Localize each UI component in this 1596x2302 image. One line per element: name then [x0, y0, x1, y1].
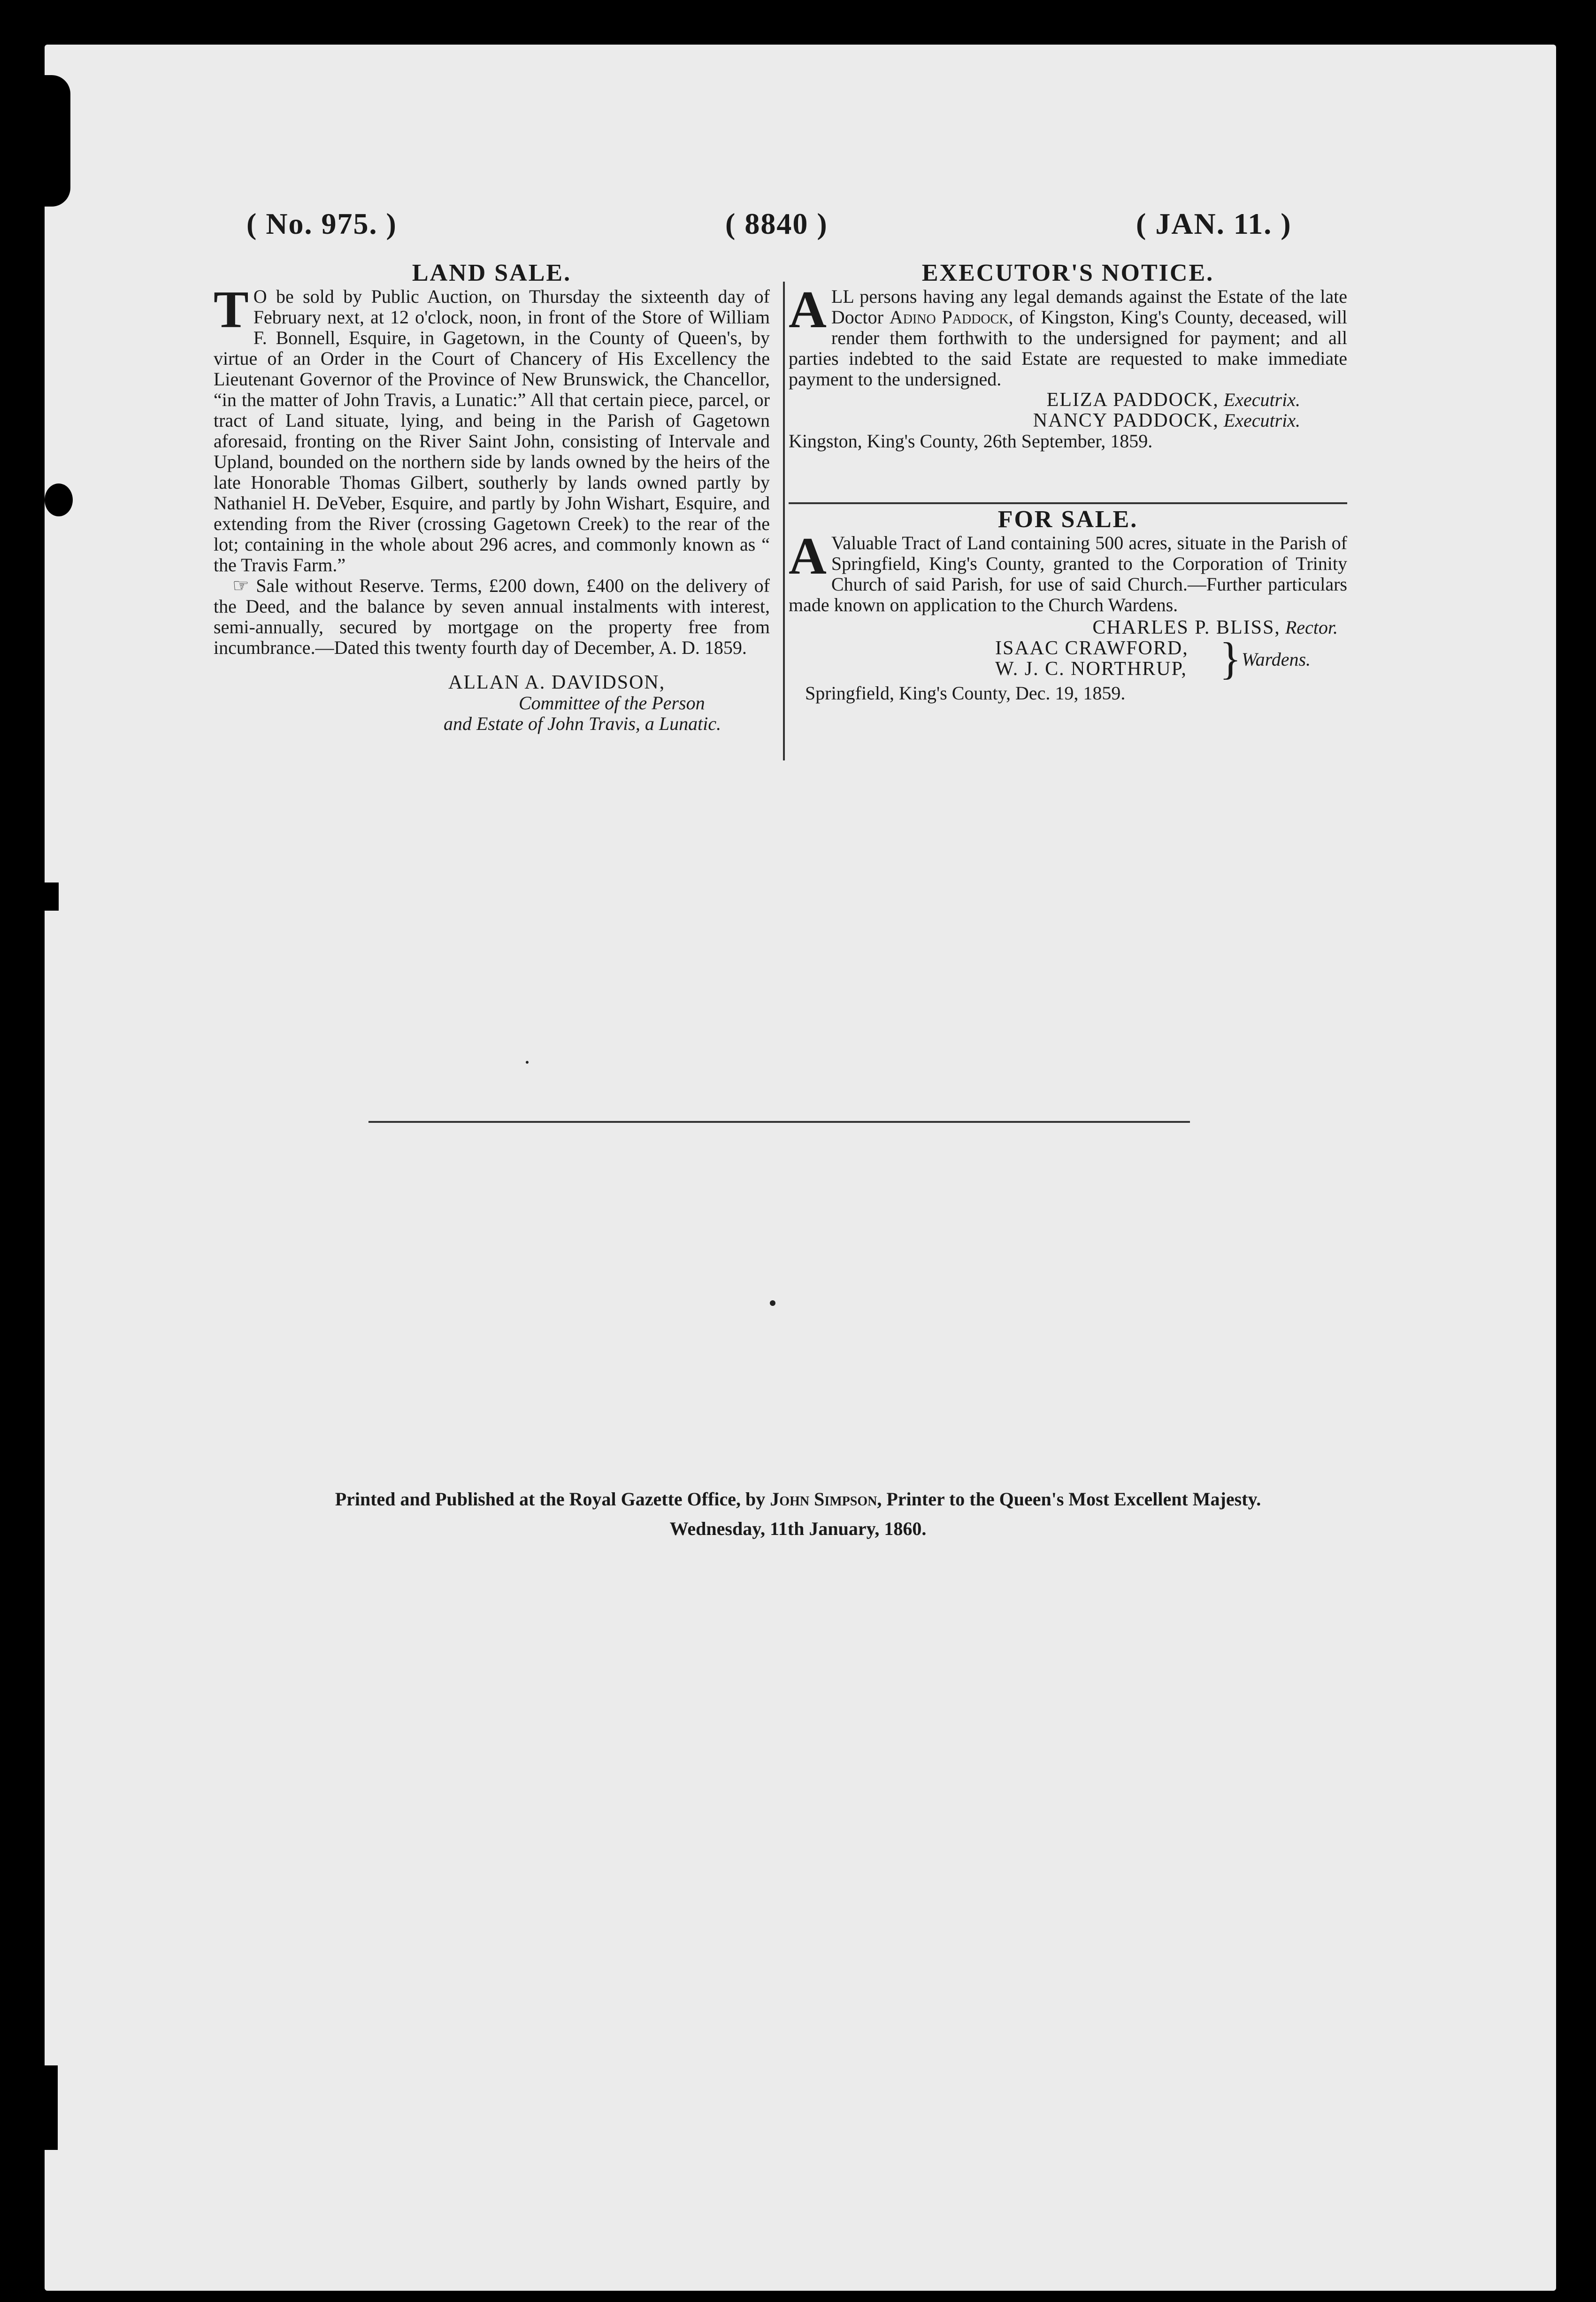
executors-notice-signer: ELIZA PADDOCK, Executrix.: [1046, 389, 1300, 411]
land-sale-signer-role: and Estate of John Travis, a Lunatic.: [444, 713, 721, 734]
section-rule: [368, 1121, 1190, 1123]
land-sale-dropcap: T: [214, 281, 249, 339]
land-sale-body: T O be sold by Public Auction, on Thursday the sixteenth day of February next, at 12 o'clock, noon, in front of the Store of William F. Bonnell, Esquire, in Gagetown, in the County of Queen's, by virtue of an Order in the Court of Chancery of His Excellency the Lieutenant Governor of the Province of New Brunswick, the Chancellor, “in the matter of John Travis, a Lunatic:” All that certain piece, parcel, or tract of Land situate, lying, and being in the Parish of Gagetown aforesaid, fronting on the River Saint John, consisting of Intervale and Upland, bounded on the northern side by lands owned by the heirs of the late Honorable Thomas Gilbert, southerly by lands owned partly by Nathaniel H. DeVeber, Esquire, and partly by John Wishart, Esquire, and extending from the River (crossing Gagetown Creek) to the rear of the lot; containing in the whole about 296 acres, and commonly known as “ the Travis Farm.”: [214, 281, 770, 576]
for-sale-wardens: [789, 633, 1347, 683]
executors-notice-dropcap: A: [789, 281, 827, 339]
column-divider: [783, 282, 785, 760]
notice-separator: [789, 502, 1347, 504]
executors-notice-body: ALL persons having any legal demands against the Estate of the late Doctor Adino Paddock, of Kingston, King's County, deceased, will render them forthwith to the undersigned for payment; and all parties indebted to the said Estate are requested to make immediate payment to the undersigned.: [789, 281, 1348, 390]
gazette-header: [0, 0, 1596, 286]
executors-notice: [789, 260, 1348, 452]
for-sale-body: A Valuable Tract of Land containing 500 acres, situate in the Parish of Springfield, King's County, granted to the Corporation of Trinity Church of said Parish, for use of said Church.—Further particulars made known on application to the Church Wardens.: [789, 527, 1347, 615]
warden-name: W. J. C. NORTHRUP,: [995, 658, 1187, 680]
executors-notice-signer: NANCY PADDOCK, Executrix.: [1033, 410, 1300, 431]
land-sale-signer: ALLAN A. DAVIDSON,: [448, 672, 666, 693]
wardens-role: Wardens.: [1242, 649, 1311, 670]
pointing-hand-icon: ☞: [232, 575, 249, 596]
torn-edge-mark: [45, 882, 59, 911]
brace-icon: }: [1220, 633, 1242, 683]
for-sale-dropcap: A: [789, 527, 827, 585]
torn-edge-mark: [45, 483, 73, 516]
land-sale-signer-role: Committee of the Person: [519, 692, 705, 714]
for-sale-title: FOR SALE.: [998, 506, 1138, 533]
page-number: ( 8840 ): [725, 207, 828, 240]
land-sale-notice: [214, 260, 770, 734]
warden-name: ISAAC CRAWFORD,: [995, 637, 1189, 659]
issue-number: ( No. 975. ): [246, 207, 397, 240]
imprint-line: Printed and Published at the Royal Gazette Office, by John Simpson, Printer to the Queen's Most Excellent Majesty.: [335, 1489, 1261, 1510]
issue-date: ( JAN. 11. ): [1136, 207, 1292, 240]
for-sale-place-date: Springfield, King's County, Dec. 19, 1859.: [805, 683, 1126, 704]
for-sale-notice: [789, 506, 1347, 704]
printer-imprint: [0, 1488, 1596, 1547]
ink-speck: [770, 1300, 775, 1306]
executors-notice-place-date: Kingston, King's County, 26th September, 1859.: [789, 430, 1153, 452]
imprint-date: Wednesday, 11th January, 1860.: [669, 1518, 927, 1539]
land-sale-terms: ☞ Sale without Reserve. Terms, £200 down, £400 on the delivery of the Deed, and the balance by seven annual instalments with interest, semi-annually, secured by mortgage on the property free from incumbrance.—Dated this twenty fourth day of December, A. D. 1859.: [214, 575, 770, 658]
land-sale-signature: [214, 672, 770, 734]
executors-notice-title: EXECUTOR'S NOTICE.: [921, 260, 1214, 286]
torn-edge-mark: [45, 2065, 58, 2150]
for-sale-rector: CHARLES P. BLISS, Rector.: [1092, 617, 1338, 638]
land-sale-title: LAND SALE.: [412, 260, 572, 286]
ink-speck: [526, 1061, 529, 1064]
